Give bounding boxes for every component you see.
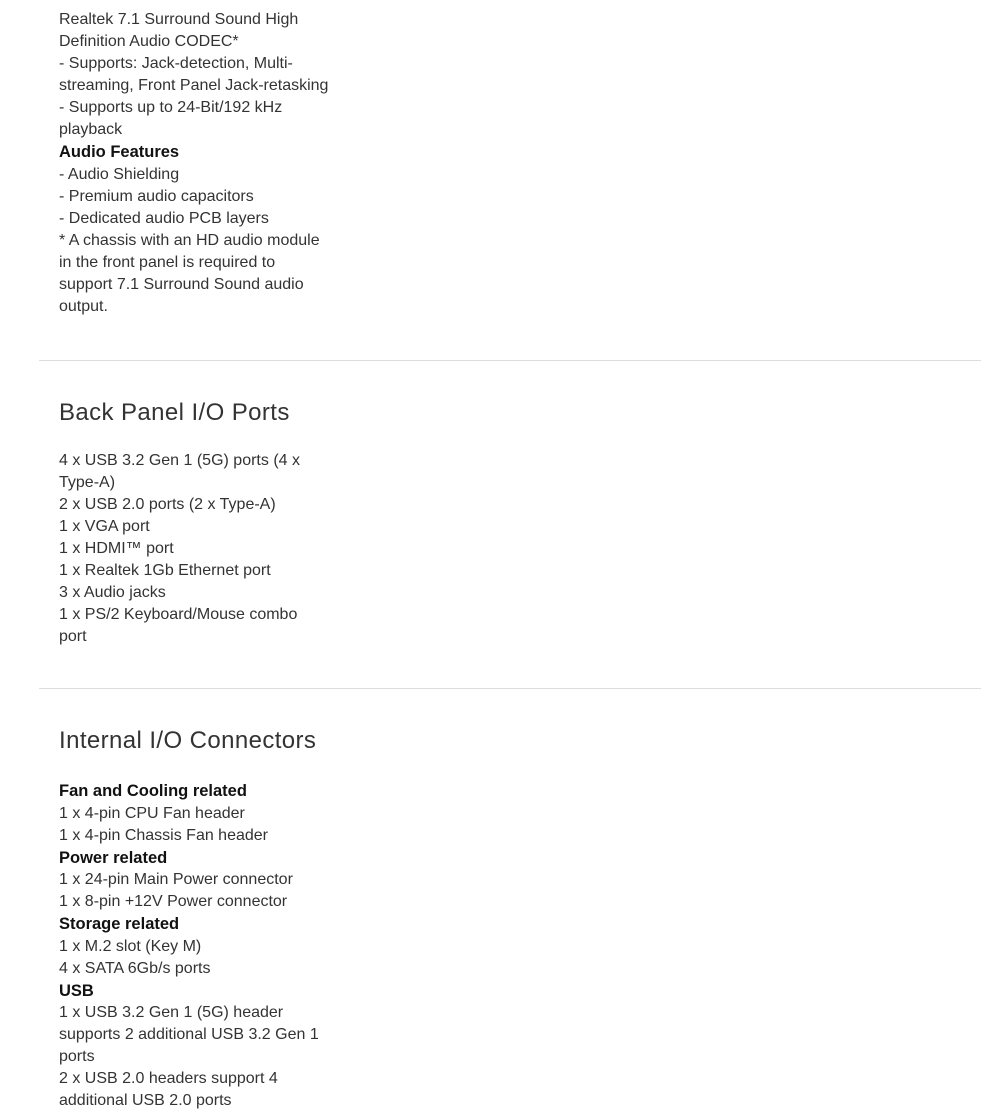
spec-line: 2 x USB 2.0 ports (2 x Type-A) bbox=[59, 496, 276, 513]
internal-io-section bbox=[59, 726, 339, 1112]
spec-line: 4 x SATA 6Gb/s ports bbox=[59, 959, 211, 977]
section-divider bbox=[39, 688, 981, 689]
spec-subheading: Storage related bbox=[59, 915, 180, 933]
spec-line: additional USB 2.0 ports bbox=[59, 1092, 232, 1109]
spec-line: 1 x 4-pin Chassis Fan header bbox=[59, 826, 268, 844]
spec-line: - Supports up to 24-Bit/192 kHz bbox=[59, 99, 283, 116]
spec-line: - Dedicated audio PCB layers bbox=[59, 209, 269, 227]
back-panel-title: Back Panel I/O Ports bbox=[59, 399, 290, 426]
spec-line: - Audio Shielding bbox=[59, 165, 180, 183]
spec-line: in the front panel is required to bbox=[59, 253, 276, 271]
spec-line: 1 x 24-pin Main Power connector bbox=[59, 871, 293, 888]
spec-line: 1 x M.2 slot (Key M) bbox=[59, 937, 202, 955]
audio-spec-list bbox=[59, 9, 339, 318]
spec-subheading: USB bbox=[59, 981, 94, 1000]
spec-line: Type-A) bbox=[59, 474, 116, 491]
internal-io-title: Internal I/O Connectors bbox=[59, 727, 317, 754]
spec-subheading: Power related bbox=[59, 848, 168, 867]
spec-line: port bbox=[59, 628, 87, 645]
spec-line: 1 x USB 3.2 Gen 1 (5G) header bbox=[59, 1004, 284, 1021]
spec-line: ports bbox=[59, 1048, 95, 1065]
spec-line: - Premium audio capacitors bbox=[59, 187, 254, 205]
spec-line: 1 x VGA port bbox=[59, 518, 150, 535]
spec-subheading: Audio Features bbox=[59, 143, 180, 161]
spec-line: Realtek 7.1 Surround Sound High bbox=[59, 11, 299, 28]
spec-line: supports 2 additional USB 3.2 Gen 1 bbox=[59, 1026, 319, 1043]
back-panel-list bbox=[59, 450, 339, 648]
spec-line: 1 x 4-pin CPU Fan header bbox=[59, 804, 245, 822]
spec-subheading: Fan and Cooling related bbox=[59, 782, 247, 800]
spec-line: 1 x Realtek 1Gb Ethernet port bbox=[59, 562, 271, 579]
spec-line: support 7.1 Surround Sound audio bbox=[59, 275, 304, 293]
spec-line: streaming, Front Panel Jack-retasking bbox=[59, 77, 329, 94]
spec-line: 1 x 8-pin +12V Power connector bbox=[59, 893, 288, 910]
spec-line: playback bbox=[59, 121, 123, 138]
spec-line: 2 x USB 2.0 headers support 4 bbox=[59, 1070, 278, 1087]
spec-line: 4 x USB 3.2 Gen 1 (5G) ports (4 x bbox=[59, 452, 300, 469]
spec-line: * A chassis with an HD audio module bbox=[59, 231, 320, 249]
audio-spec-section bbox=[59, 9, 339, 318]
spec-line: 3 x Audio jacks bbox=[59, 584, 166, 601]
spec-line: Definition Audio CODEC* bbox=[59, 33, 239, 50]
internal-io-list bbox=[59, 780, 339, 1112]
spec-line: 1 x HDMI™ port bbox=[59, 540, 174, 557]
spec-line: 1 x PS/2 Keyboard/Mouse combo bbox=[59, 606, 298, 623]
spec-line: output. bbox=[59, 297, 108, 315]
section-divider bbox=[39, 360, 981, 361]
spec-line: - Supports: Jack-detection, Multi- bbox=[59, 55, 293, 72]
back-panel-section bbox=[59, 398, 339, 648]
